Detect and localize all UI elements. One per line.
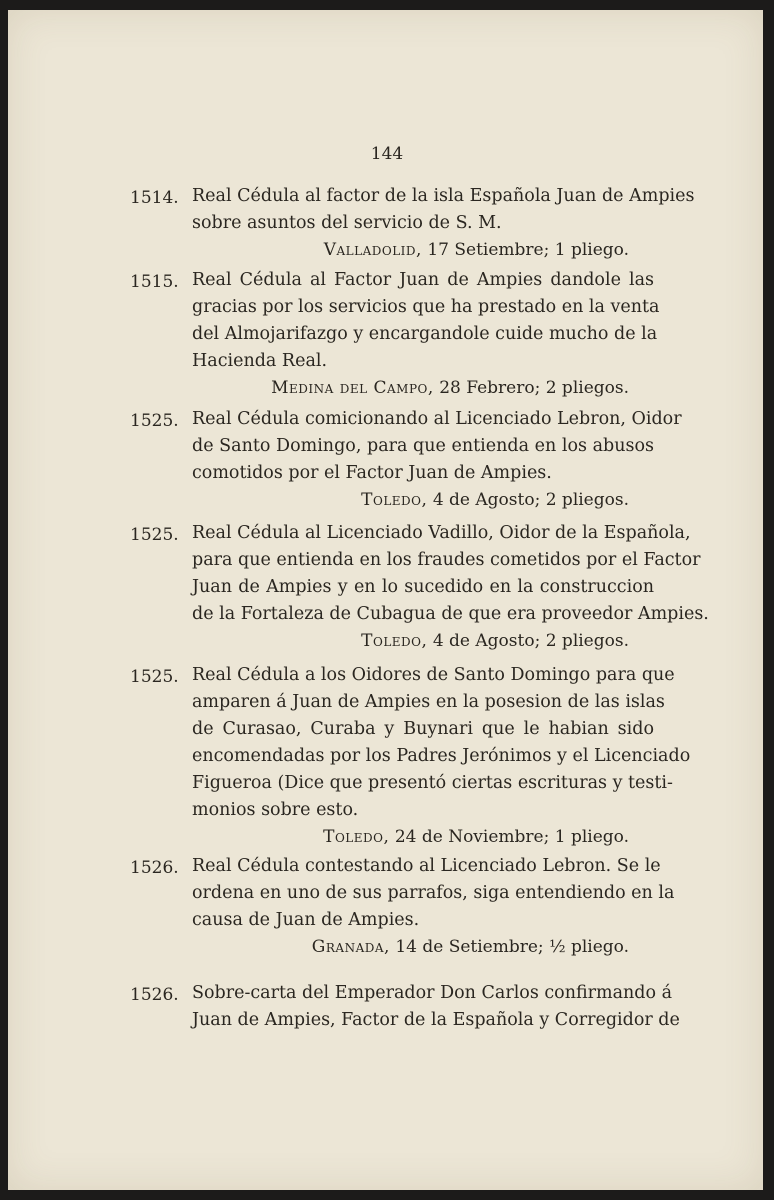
entry-line: del Almojarifazgo y encargandole cuide mucho de la [192, 324, 658, 344]
entry-place-date [361, 490, 629, 510]
entry-place-date [324, 240, 629, 260]
entry-place: Medina del Campo, [271, 378, 434, 398]
entry-line: Real Cédula contestando al Licenciado Lebron. Se le [192, 856, 661, 876]
entry-line: para que entienda en los fraudes cometidos por el Factor [192, 550, 701, 570]
entry-line: Figueroa (Dice que presentó ciertas escrituras y testi- [192, 773, 673, 793]
entry-line: ordena en uno de sus parrafos, siga entendiendo en la [192, 883, 675, 903]
entry-line: comotidos por el Factor Juan de Ampies. [192, 463, 552, 483]
page-number: 144 [370, 144, 404, 164]
entry-place: Toledo, [361, 631, 428, 651]
entry-line: de la Fortaleza de Cubagua de que era proveedor Ampies. [192, 604, 709, 624]
entry-year: 1525. [130, 411, 179, 431]
entry-year: 1526. [130, 858, 179, 878]
entry-place: Toledo, [323, 827, 390, 847]
entry-line: Real Cédula a los Oidores de Santo Domingo para que [192, 665, 675, 685]
entry-line: encomendadas por los Padres Jerónimos y el Licenciado [192, 746, 691, 766]
entry-place-date [323, 827, 629, 847]
entry-line: Real Cédula al factor de la isla Española Juan de Ampies [192, 186, 695, 206]
entry-place-date [361, 631, 629, 651]
entry-date: 4 de Agosto; 2 pliegos. [432, 490, 629, 510]
entry-line: sobre asuntos del servicio de S. M. [192, 213, 502, 233]
entry-date: 24 de Noviembre; 1 pliego. [394, 827, 629, 847]
entry-line: Sobre-carta del Emperador Don Carlos confirmando á [192, 983, 673, 1003]
entry-line: Real Cédula al Factor Juan de Ampies dandole las [192, 270, 654, 290]
entry-line: amparen á Juan de Ampies en la posesion de las islas [192, 692, 665, 712]
entry-line: gracias por los servicios que ha prestado en la venta [192, 297, 660, 317]
entry-date: 17 Setiembre; 1 pliego. [427, 240, 629, 260]
entry-line: Hacienda Real. [192, 351, 328, 371]
entry-line: Real Cédula comicionando al Licenciado Lebron, Oidor [192, 409, 682, 429]
entry-date: 14 de Setiembre; ½ pliego. [395, 937, 629, 957]
entry-place: Granada, [311, 937, 390, 957]
entry-line: Juan de Ampies y en lo sucedido en la construccion [192, 577, 654, 597]
entry-year: 1526. [130, 985, 179, 1005]
entry-year: 1525. [130, 667, 179, 687]
entry-year: 1514. [130, 188, 179, 208]
entry-date: 4 de Agosto; 2 pliegos. [432, 631, 629, 651]
entry-line: Juan de Ampies, Factor de la Española y Corregidor de [192, 1010, 680, 1030]
entry-line: monios sobre esto. [192, 800, 359, 820]
entry-line: causa de Juan de Ampies. [192, 910, 420, 930]
entry-place: Valladolid, [323, 240, 422, 260]
entry-place-date [271, 378, 629, 398]
entry-place-date [312, 937, 629, 957]
entry-line: Real Cédula al Licenciado Vadillo, Oidor de la Española, [192, 523, 691, 543]
entry-line: de Santo Domingo, para que entienda en los abusos [192, 436, 654, 456]
entry-place: Toledo, [361, 490, 428, 510]
entry-year: 1515. [130, 272, 179, 292]
entry-year: 1525. [130, 525, 179, 545]
entry-line: de Curasao, Curaba y Buynari que le habian sido [192, 719, 654, 739]
entry-date: 28 Febrero; 2 pliegos. [439, 378, 629, 398]
